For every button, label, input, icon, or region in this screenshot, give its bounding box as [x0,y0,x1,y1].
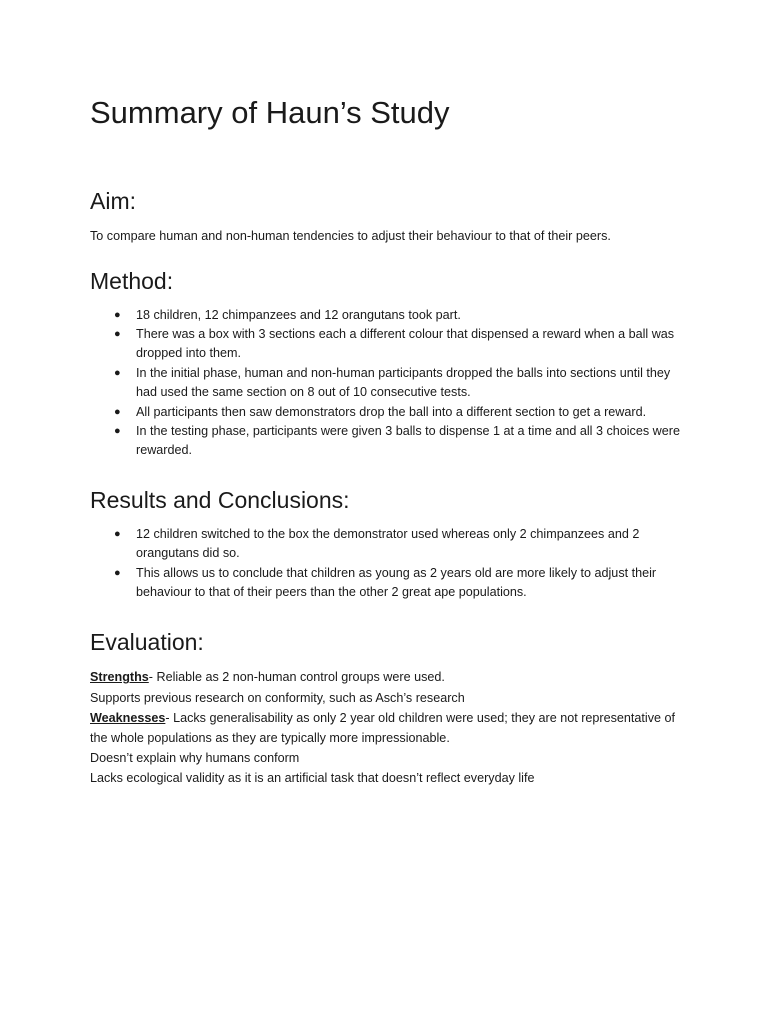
aim-heading: Aim: [90,188,136,214]
list-item [90,403,690,422]
list-item-text: In the initial phase, human and non-human participants dropped the balls into sections until they had used the same section on 8 out of 10 consecutive tests. [136,365,671,400]
bullet-icon: ● [114,327,121,340]
list-item [90,422,690,461]
bullet-icon: ● [114,308,121,321]
strengths-label: Strengths [90,670,149,685]
strengths-line-2: Supports previous research on conformity, such as Asch’s research [90,690,465,705]
bullet-icon: ● [114,366,121,379]
list-item [90,364,690,403]
list-item-text: 12 children switched to the box the demonstrator used whereas only 2 chimpanzees and 2 orangutans did so. [136,526,640,561]
bullet-icon: ● [114,424,121,437]
weaknesses-text: - Lacks generalisability as only 2 year old children were used; they are not representative of the whole populations as they are typically more impressionable. [90,710,676,745]
strengths-text: - Reliable as 2 non-human control groups were used. [148,670,445,685]
evaluation-heading: Evaluation: [90,629,204,656]
evaluation-body [90,667,690,788]
bullet-icon: ● [114,566,121,579]
weaknesses-line-2: Doesn’t explain why humans conform [90,751,300,766]
method-heading: Method: [90,267,174,294]
page-title: Summary of Haun’s Study [90,95,450,130]
list-item-text: All participants then saw demonstrators drop the ball into a different section to get a reward. [136,404,647,419]
aim-text: To compare human and non-human tendencies to adjust their behaviour to that of their peers. [90,229,611,243]
weaknesses-line-3: Lacks ecological validity as it is an artificial task that doesn’t reflect everyday life [90,771,535,786]
list-item [90,325,690,364]
method-list [90,306,690,461]
list-item-text: In the testing phase, participants were given 3 balls to dispense 1 at a time and all 3 choices were rewarded. [136,423,680,458]
list-item [90,564,690,603]
bullet-icon: ● [114,527,121,540]
list-item-text: 18 children, 12 chimpanzees and 12 orangutans took part. [136,307,461,322]
strengths-line [90,667,690,687]
bullet-icon: ● [114,405,121,418]
list-item [90,525,690,564]
weaknesses-label: Weaknesses [90,710,166,725]
weaknesses-line [90,708,690,748]
list-item [90,306,690,325]
list-item-text: There was a box with 3 sections each a different colour that dispensed a reward when a ball was dropped into them. [136,326,675,361]
document-content [90,94,690,789]
results-heading: Results and Conclusions: [90,486,350,513]
results-list [90,525,690,603]
list-item-text: This allows us to conclude that children as young as 2 years old are more likely to adjust their behaviour to that of their peers than the other 2 great ape populations. [136,565,657,599]
